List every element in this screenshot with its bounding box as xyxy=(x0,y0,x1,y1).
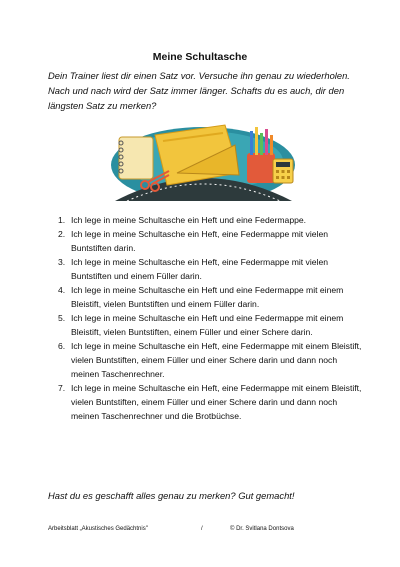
list-text: Ich lege in meine Schultasche ein Heft, eine Federmappe mit vielen Buntstiften darin. xyxy=(71,229,328,253)
list-text: Ich lege in meine Schultasche ein Heft und eine Federmappe mit einem Bleistift, vielen Buntstiften und einem Füller darin. xyxy=(71,285,344,309)
footer-worksheet-title: Arbeitsblatt „Akustisches Gedächtnis" xyxy=(48,526,148,532)
page-title: Meine Schultasche xyxy=(152,51,248,63)
list-number: 7. xyxy=(58,383,66,393)
list-text: Ich lege in meine Schultasche ein Heft, eine Federmappe mit vielen Buntstiften und einem Füller darin. xyxy=(71,257,328,281)
list-text: Ich lege in meine Schultasche ein Heft, eine Federmappe mit einem Bleistift, vielen Buntstiften, einem Füller und einer Schere darin und dann noch meinen Taschenrechner und die Brotbüchse. xyxy=(71,383,362,421)
list-text: Ich lege in meine Schultasche ein Heft und eine Federmappe. xyxy=(71,215,307,225)
footer-separator: / xyxy=(201,526,203,532)
footer-copyright: © Dr. Svitlana Dontsova xyxy=(230,526,294,532)
list-text: Ich lege in meine Schultasche ein Heft und eine Federmappe mit einem Bleistift, vielen Buntstiften, einem Füller und einer Schere darin. xyxy=(71,313,344,337)
school-supplies-illustration xyxy=(107,115,300,201)
list-number: 2. xyxy=(58,229,66,239)
list-number: 1. xyxy=(58,215,66,225)
list-item xyxy=(47,283,367,311)
list-text: Ich lege in meine Schultasche ein Heft, eine Federmappe mit einem Bleistift, vielen Buntstiften, einem Füller und einer Schere darin und dann noch meinen Taschenrechner. xyxy=(71,341,362,379)
list-item xyxy=(47,311,367,339)
list-item xyxy=(47,339,367,381)
intro-text: Dein Trainer liest dir einen Satz vor. Versuche ihn genau zu wiederholen. Nach und nach wird der Satz immer länger. Schafts du es auch, dir den längsten Satz zu merken? xyxy=(48,70,350,111)
list-number: 6. xyxy=(58,341,66,351)
sentence-list xyxy=(47,213,367,423)
list-number: 3. xyxy=(58,257,66,267)
list-number: 5. xyxy=(58,313,66,323)
list-item xyxy=(47,381,367,423)
outro-text: Hast du es geschafft alles genau zu merken? Gut gemacht! xyxy=(48,490,295,501)
list-number: 4. xyxy=(58,285,66,295)
list-item xyxy=(47,255,367,283)
list-item xyxy=(47,213,367,227)
list-item xyxy=(47,227,367,255)
